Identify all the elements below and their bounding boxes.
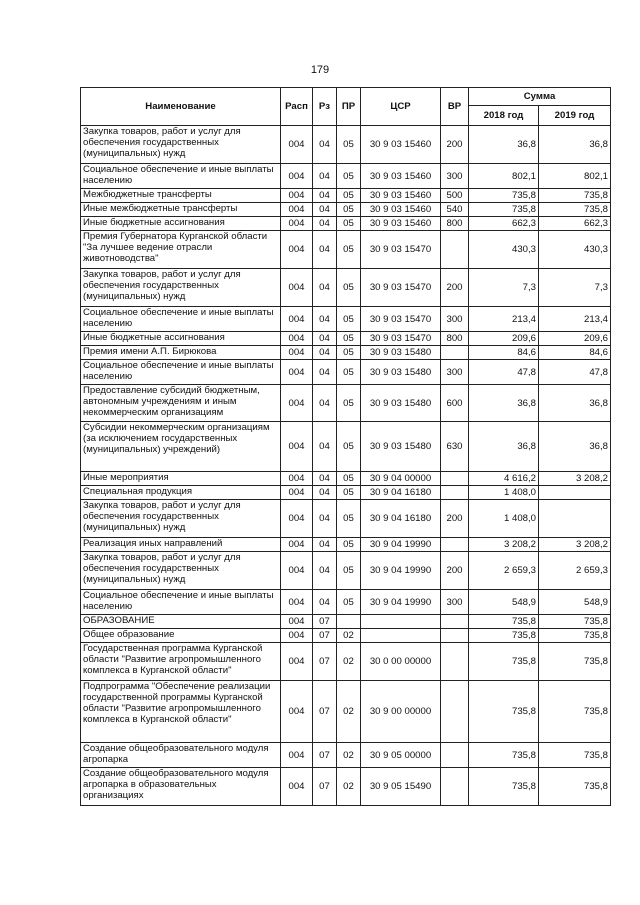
header-vr: ВР (441, 88, 469, 126)
cell-csr (361, 629, 441, 643)
cell-csr: 30 9 03 15480 (361, 360, 441, 385)
cell-rz: 04 (313, 486, 337, 500)
cell-rz: 04 (313, 472, 337, 486)
cell-pr: 05 (337, 189, 361, 203)
cell-rasp: 004 (281, 126, 313, 164)
cell-2018: 1 408,0 (469, 500, 539, 538)
cell-pr: 05 (337, 590, 361, 615)
cell-csr: 30 9 03 15470 (361, 307, 441, 332)
cell-rz: 04 (313, 217, 337, 231)
cell-2018: 735,8 (469, 203, 539, 217)
cell-rz: 04 (313, 307, 337, 332)
cell-2019: 36,8 (539, 385, 611, 422)
cell-name: Социальное обеспечение и иные выплаты населению (81, 360, 281, 385)
cell-rasp: 004 (281, 307, 313, 332)
cell-vr: 200 (441, 500, 469, 538)
cell-2018: 735,8 (469, 189, 539, 203)
cell-name: Социальное обеспечение и иные выплаты населению (81, 590, 281, 615)
cell-rz: 04 (313, 231, 337, 269)
cell-vr: 300 (441, 164, 469, 189)
header-pr: ПР (337, 88, 361, 126)
cell-name: Предоставление субсидий бюджетным, автономным учреждениям и иным некоммерческим организациям (81, 385, 281, 422)
table-row (81, 743, 611, 768)
cell-pr: 05 (337, 164, 361, 189)
cell-2019: 735,8 (539, 203, 611, 217)
cell-rasp: 004 (281, 203, 313, 217)
cell-2019: 2 659,3 (539, 552, 611, 590)
cell-2018: 548,9 (469, 590, 539, 615)
table-row (81, 472, 611, 486)
cell-rasp: 004 (281, 538, 313, 552)
cell-vr: 300 (441, 590, 469, 615)
cell-rz: 04 (313, 422, 337, 472)
cell-rasp: 004 (281, 681, 313, 743)
cell-pr: 02 (337, 629, 361, 643)
cell-2018: 1 408,0 (469, 486, 539, 500)
cell-name: Специальная продукция (81, 486, 281, 500)
cell-2018: 802,1 (469, 164, 539, 189)
cell-csr: 30 9 03 15480 (361, 422, 441, 472)
cell-rasp: 004 (281, 346, 313, 360)
cell-2018: 36,8 (469, 126, 539, 164)
cell-rz: 04 (313, 500, 337, 538)
header-2018: 2018 год (469, 106, 539, 126)
cell-csr: 30 9 03 15480 (361, 346, 441, 360)
table-row (81, 346, 611, 360)
cell-vr: 200 (441, 126, 469, 164)
cell-rasp: 004 (281, 472, 313, 486)
table-row (81, 768, 611, 806)
cell-2019: 548,9 (539, 590, 611, 615)
cell-vr (441, 643, 469, 681)
table-row (81, 164, 611, 189)
cell-2018: 36,8 (469, 422, 539, 472)
cell-2018: 735,8 (469, 743, 539, 768)
cell-2019: 36,8 (539, 422, 611, 472)
cell-csr: 30 9 04 19990 (361, 538, 441, 552)
cell-rasp: 004 (281, 164, 313, 189)
cell-vr: 300 (441, 360, 469, 385)
cell-2018: 662,3 (469, 217, 539, 231)
cell-pr: 05 (337, 385, 361, 422)
cell-pr: 05 (337, 422, 361, 472)
cell-name: Иные мероприятия (81, 472, 281, 486)
cell-pr (337, 615, 361, 629)
cell-rz: 04 (313, 346, 337, 360)
cell-name: Субсидии некоммерческим организациям (за исключением государственных (муниципальных) учреждений) (81, 422, 281, 472)
cell-name: ОБРАЗОВАНИЕ (81, 615, 281, 629)
cell-pr: 05 (337, 346, 361, 360)
cell-rasp: 004 (281, 629, 313, 643)
cell-name: Подпрограмма "Обеспечение реализации государственной программы Курганской области "Развитие агропромышленного комплекса в Курганской области" (81, 681, 281, 743)
cell-csr: 30 9 03 15480 (361, 385, 441, 422)
cell-rasp: 004 (281, 615, 313, 629)
cell-2019: 735,8 (539, 743, 611, 768)
cell-name: Иные межбюджетные трансферты (81, 203, 281, 217)
cell-rz: 07 (313, 615, 337, 629)
table-row (81, 126, 611, 164)
cell-pr: 05 (337, 552, 361, 590)
cell-csr: 30 9 05 00000 (361, 743, 441, 768)
budget-table (80, 87, 611, 806)
cell-rz: 07 (313, 743, 337, 768)
cell-rasp: 004 (281, 643, 313, 681)
cell-2018: 735,8 (469, 768, 539, 806)
cell-pr: 05 (337, 538, 361, 552)
cell-name: Премия имени А.П. Бирюкова (81, 346, 281, 360)
cell-rasp: 004 (281, 590, 313, 615)
cell-rz: 04 (313, 203, 337, 217)
cell-vr (441, 486, 469, 500)
cell-csr: 30 9 03 15470 (361, 332, 441, 346)
cell-2018: 735,8 (469, 615, 539, 629)
cell-2018: 3 208,2 (469, 538, 539, 552)
cell-rz: 04 (313, 385, 337, 422)
cell-pr: 05 (337, 472, 361, 486)
cell-name: Социальное обеспечение и иные выплаты населению (81, 307, 281, 332)
cell-csr: 30 9 04 16180 (361, 500, 441, 538)
cell-rz: 07 (313, 681, 337, 743)
cell-csr: 30 9 04 19990 (361, 590, 441, 615)
cell-csr: 30 9 04 00000 (361, 472, 441, 486)
cell-2018: 7,3 (469, 269, 539, 307)
cell-vr (441, 629, 469, 643)
cell-csr: 30 9 03 15470 (361, 231, 441, 269)
cell-2019: 735,8 (539, 189, 611, 203)
cell-rz: 04 (313, 590, 337, 615)
cell-rasp: 004 (281, 189, 313, 203)
cell-rasp: 004 (281, 332, 313, 346)
cell-2019: 735,8 (539, 629, 611, 643)
cell-csr: 30 9 04 16180 (361, 486, 441, 500)
cell-pr: 05 (337, 217, 361, 231)
table-row (81, 629, 611, 643)
cell-vr: 630 (441, 422, 469, 472)
cell-name: Общее образование (81, 629, 281, 643)
cell-2019: 3 208,2 (539, 538, 611, 552)
table-row (81, 590, 611, 615)
cell-rasp: 004 (281, 486, 313, 500)
table-row (81, 385, 611, 422)
cell-rz: 04 (313, 189, 337, 203)
cell-2019 (539, 486, 611, 500)
cell-vr: 300 (441, 307, 469, 332)
table-row (81, 231, 611, 269)
cell-name: Иные бюджетные ассигнования (81, 217, 281, 231)
cell-2018: 735,8 (469, 681, 539, 743)
cell-name: Закупка товаров, работ и услуг для обеспечения государственных (муниципальных) нужд (81, 126, 281, 164)
cell-vr (441, 231, 469, 269)
cell-rz: 04 (313, 332, 337, 346)
cell-name: Закупка товаров, работ и услуг для обеспечения государственных (муниципальных) нужд (81, 269, 281, 307)
table-row (81, 203, 611, 217)
cell-2019: 735,8 (539, 615, 611, 629)
cell-name: Социальное обеспечение и иные выплаты населению (81, 164, 281, 189)
cell-2019: 213,4 (539, 307, 611, 332)
cell-name: Реализация иных направлений (81, 538, 281, 552)
cell-csr (361, 615, 441, 629)
page-number: 179 (310, 64, 330, 76)
cell-rasp: 004 (281, 385, 313, 422)
header-2019: 2019 год (539, 106, 611, 126)
cell-vr (441, 615, 469, 629)
cell-rz: 07 (313, 643, 337, 681)
cell-pr: 05 (337, 500, 361, 538)
table-row (81, 538, 611, 552)
cell-name: Создание общеобразовательного модуля агропарка (81, 743, 281, 768)
cell-2019: 735,8 (539, 643, 611, 681)
cell-rasp: 004 (281, 269, 313, 307)
cell-rasp: 004 (281, 768, 313, 806)
cell-2019: 7,3 (539, 269, 611, 307)
cell-rasp: 004 (281, 743, 313, 768)
cell-pr: 02 (337, 643, 361, 681)
table-row (81, 332, 611, 346)
cell-vr (441, 743, 469, 768)
cell-csr: 30 9 00 00000 (361, 681, 441, 743)
cell-name: Создание общеобразовательного модуля агропарка в образовательных организациях (81, 768, 281, 806)
cell-vr (441, 346, 469, 360)
cell-2018: 47,8 (469, 360, 539, 385)
table-row (81, 486, 611, 500)
cell-vr: 600 (441, 385, 469, 422)
cell-2019: 36,8 (539, 126, 611, 164)
cell-rasp: 004 (281, 360, 313, 385)
header-rz: Рз (313, 88, 337, 126)
cell-2018: 735,8 (469, 643, 539, 681)
cell-name: Закупка товаров, работ и услуг для обеспечения государственных (муниципальных) нужд (81, 552, 281, 590)
table-row (81, 500, 611, 538)
table-row (81, 681, 611, 743)
cell-2019: 735,8 (539, 681, 611, 743)
cell-2018: 209,6 (469, 332, 539, 346)
cell-pr: 05 (337, 307, 361, 332)
header-sum: Сумма (469, 88, 611, 106)
cell-2019: 84,6 (539, 346, 611, 360)
cell-rz: 04 (313, 126, 337, 164)
cell-csr: 30 9 03 15470 (361, 269, 441, 307)
cell-name: Закупка товаров, работ и услуг для обеспечения государственных (муниципальных) нужд (81, 500, 281, 538)
cell-2019: 209,6 (539, 332, 611, 346)
cell-csr: 30 9 03 15460 (361, 189, 441, 203)
cell-vr (441, 768, 469, 806)
cell-vr: 200 (441, 269, 469, 307)
cell-rz: 07 (313, 629, 337, 643)
cell-csr: 30 0 00 00000 (361, 643, 441, 681)
cell-pr: 05 (337, 203, 361, 217)
cell-pr: 05 (337, 126, 361, 164)
cell-2019: 802,1 (539, 164, 611, 189)
cell-name: Межбюджетные трансферты (81, 189, 281, 203)
table-row (81, 217, 611, 231)
cell-name: Государственная программа Курганской области "Развитие агропромышленного комплекса в Курганской области" (81, 643, 281, 681)
table-row (81, 189, 611, 203)
cell-pr: 02 (337, 681, 361, 743)
cell-pr: 05 (337, 269, 361, 307)
cell-rasp: 004 (281, 217, 313, 231)
cell-rz: 04 (313, 164, 337, 189)
cell-rz: 07 (313, 768, 337, 806)
cell-2018: 430,3 (469, 231, 539, 269)
cell-csr: 30 9 04 19990 (361, 552, 441, 590)
cell-2018: 4 616,2 (469, 472, 539, 486)
cell-pr: 05 (337, 332, 361, 346)
cell-2018: 735,8 (469, 629, 539, 643)
cell-2018: 84,6 (469, 346, 539, 360)
table-row (81, 552, 611, 590)
cell-rz: 04 (313, 552, 337, 590)
cell-2019: 662,3 (539, 217, 611, 231)
cell-pr: 05 (337, 486, 361, 500)
table-row (81, 269, 611, 307)
cell-pr: 02 (337, 743, 361, 768)
table-body (81, 126, 611, 806)
cell-2018: 213,4 (469, 307, 539, 332)
cell-rz: 04 (313, 538, 337, 552)
cell-vr (441, 472, 469, 486)
cell-csr: 30 9 05 15490 (361, 768, 441, 806)
cell-vr: 800 (441, 332, 469, 346)
cell-rasp: 004 (281, 500, 313, 538)
cell-rz: 04 (313, 269, 337, 307)
cell-rasp: 004 (281, 231, 313, 269)
cell-2018: 36,8 (469, 385, 539, 422)
cell-vr: 800 (441, 217, 469, 231)
header-rasp: Расп (281, 88, 313, 126)
cell-2019: 735,8 (539, 768, 611, 806)
cell-rasp: 004 (281, 552, 313, 590)
cell-2019: 430,3 (539, 231, 611, 269)
cell-2019 (539, 500, 611, 538)
table-row (81, 307, 611, 332)
cell-csr: 30 9 03 15460 (361, 126, 441, 164)
cell-vr: 540 (441, 203, 469, 217)
table-row (81, 615, 611, 629)
table-row (81, 360, 611, 385)
header-csr: ЦСР (361, 88, 441, 126)
cell-name: Иные бюджетные ассигнования (81, 332, 281, 346)
cell-vr (441, 681, 469, 743)
table-header (81, 88, 611, 126)
cell-rasp: 004 (281, 422, 313, 472)
cell-2019: 3 208,2 (539, 472, 611, 486)
cell-csr: 30 9 03 15460 (361, 217, 441, 231)
cell-rz: 04 (313, 360, 337, 385)
cell-pr: 05 (337, 231, 361, 269)
cell-vr: 500 (441, 189, 469, 203)
cell-2018: 2 659,3 (469, 552, 539, 590)
table-row (81, 422, 611, 472)
cell-csr: 30 9 03 15460 (361, 164, 441, 189)
cell-vr (441, 538, 469, 552)
header-name: Наименование (81, 88, 281, 126)
table-row (81, 643, 611, 681)
cell-pr: 02 (337, 768, 361, 806)
cell-name: Премия Губернатора Курганской области "За лучшее ведение отрасли животноводства" (81, 231, 281, 269)
cell-2019: 47,8 (539, 360, 611, 385)
cell-csr: 30 9 03 15460 (361, 203, 441, 217)
cell-pr: 05 (337, 360, 361, 385)
cell-vr: 200 (441, 552, 469, 590)
